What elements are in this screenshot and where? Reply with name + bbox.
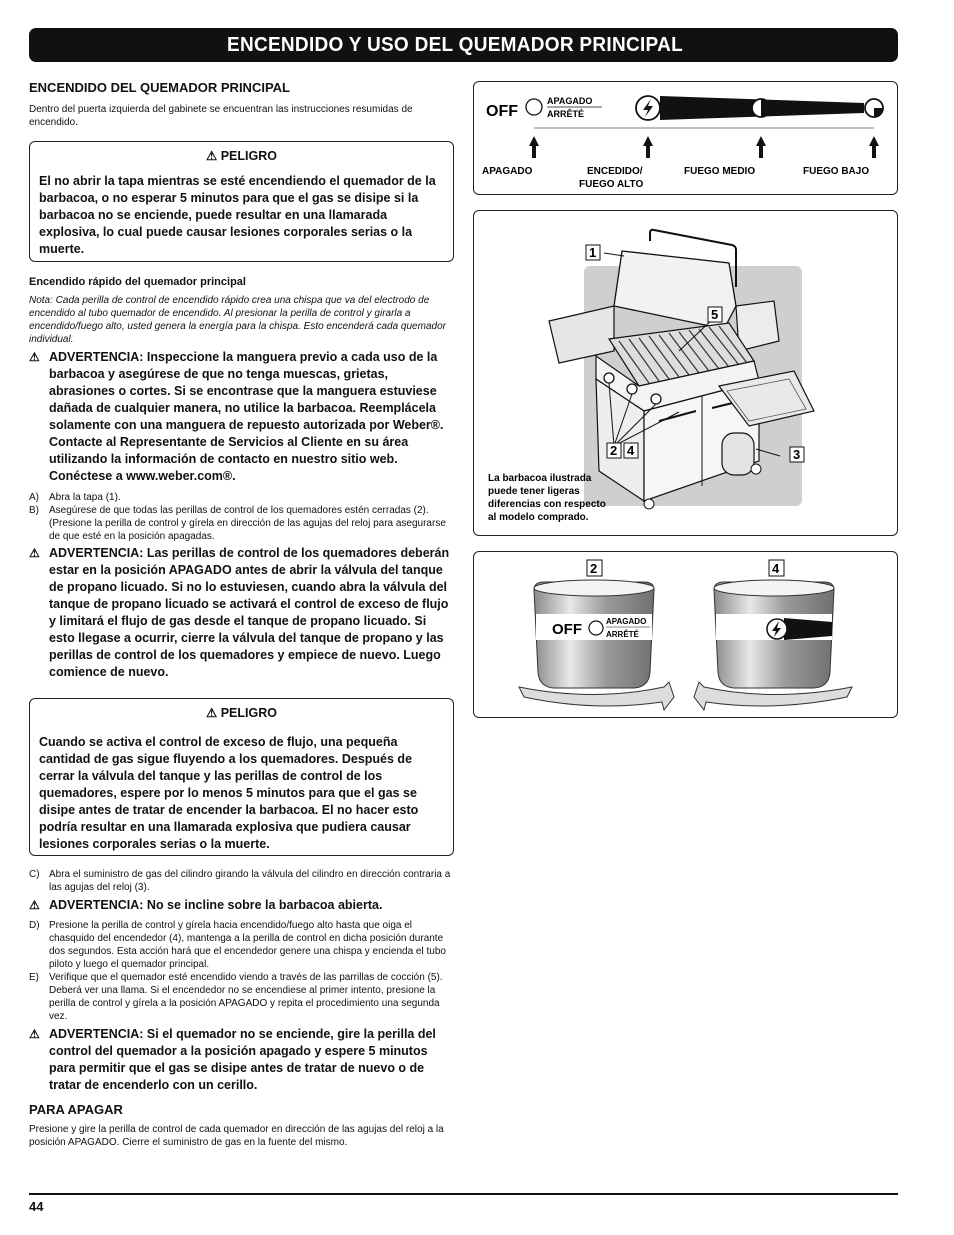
step-letter: D) bbox=[29, 920, 40, 931]
quick-note: Nota: Cada perilla de control de encendido rápido crea una chispa que va del electrodo de encendido al tubo quemador de encendido. Al presionar la perilla de control y girarla a encendido/fuego alto, usted genera la energía para la chispa. Esto encenderá cada quemador individual. bbox=[29, 295, 446, 345]
off-title: PARA APAGAR bbox=[29, 1102, 123, 1117]
off-circle-icon bbox=[526, 99, 542, 115]
warning-1-text: ADVERTENCIA: Inspeccione la manguera previo a cada uso de la barbacoa y asegúrese de que no tenga muescas, grietas, abrasiones o cortes. Si se encontrase que la manguera estuviese dañada de cualquier manera, no utilice la barbacoa. Reemplácela solamente con una manguera de repuesto autorizada por Weber®. Contacte al Representante de Servicios al Cliente en su área utilizando la información de contacto en nuestro sitio web. Conéctese a www.weber.com®. bbox=[49, 350, 444, 483]
step-letter: E) bbox=[29, 972, 39, 983]
page-number: 44 bbox=[29, 1199, 44, 1214]
knob-detail-diagram bbox=[474, 552, 896, 716]
step-letter: C) bbox=[29, 869, 40, 880]
warning-triangle-icon: ⚠ bbox=[29, 1027, 40, 1041]
caption-line: al modelo comprado. bbox=[488, 512, 589, 523]
danger-box-2 bbox=[29, 698, 454, 856]
knob-off bbox=[534, 580, 654, 688]
page-title: ENCENDIDO Y USO DEL QUEMADOR PRINCIPAL bbox=[227, 34, 683, 56]
off-label: OFF bbox=[486, 103, 518, 120]
apagado-label: APAGADO bbox=[606, 617, 647, 626]
warning-4-text: ADVERTENCIA: Si el quemador no se enciende, gire la perilla del control del quemador a la posición apagado y espere 5 minutos para permitir que el gas se disipe antes de tratar de nuevo o de tratar de encenderlo con un cerillo. bbox=[49, 1027, 436, 1092]
caption-line: diferencias con respecto bbox=[488, 499, 606, 510]
page-title-banner bbox=[29, 28, 898, 62]
intro-text: Dentro del puerta izquierda del gabinete se encuentran las instrucciones resumidas de encendido. bbox=[29, 104, 413, 128]
callout-4: 4 bbox=[627, 443, 635, 458]
warning-1 bbox=[29, 349, 454, 485]
warning-2-text: ADVERTENCIA: Las perillas de control de los quemadores deberán estar en la posición APAGADO antes de abrir la válvula del tanque de propano licuado. Si no lo estuviesen, cuando abra la válvula del tanque de propano licuado se activará el control de exceso de flujo y limitará el flujo de gas desde el tanque de propano licuado. Si esto llegase a ocurrir, cierre la válvula del tanque de propano y las perillas de control de los quemadores y empiece de nuevo. Luego comience de nuevo. bbox=[49, 546, 450, 679]
danger-body: El no abrir la tapa mientras se esté encendiendo el quemador de la barbacoa, o no esperar 5 minutos para que el gas se disipe si la barbacoa no se enciende, puede resultar en una llamarada explosiva, lo cual puede causar lesiones corporales serias o la muerte. bbox=[39, 174, 436, 256]
warning-3 bbox=[29, 897, 454, 914]
callout-3: 3 bbox=[793, 447, 801, 462]
callout-5: 5 bbox=[711, 307, 719, 322]
caption-line: La barbacoa ilustrada bbox=[488, 473, 592, 484]
quarter-fill bbox=[874, 108, 883, 117]
warning-3-text: ADVERTENCIA: No se incline sobre la barbacoa abierta. bbox=[49, 898, 383, 912]
warning-triangle-icon: ⚠ bbox=[29, 546, 40, 560]
step-text: Abra el suministro de gas del cilindro girando la válvula del cilindro en dirección contraria a las agujas del reloj (3). bbox=[49, 869, 451, 893]
danger-title-text: PELIGRO bbox=[220, 149, 277, 163]
step-text: Presione la perilla de control y gírela hacia encendido/fuego alto hasta que oiga el chasquido del encendedor (4), mantenga a la perilla de control en dicha posición durante dos segundos. Esta acción hará que el encendedor genere una chispa y encienda el tubo piloto y luego el quemador principal. bbox=[49, 920, 446, 970]
arrete-label: ARRÊTÉ bbox=[606, 630, 639, 639]
step-a bbox=[29, 491, 454, 504]
danger-title bbox=[39, 705, 444, 720]
propane-tank bbox=[722, 433, 754, 475]
wheel bbox=[644, 499, 654, 509]
step-letter: B) bbox=[29, 505, 39, 516]
warning-4 bbox=[29, 1026, 454, 1094]
knob-scale-panel bbox=[473, 81, 898, 195]
warning-2 bbox=[29, 545, 454, 681]
callout-2: 2 bbox=[590, 561, 598, 576]
step-text: Abra la tapa (1). bbox=[49, 492, 121, 503]
callout-2: 2 bbox=[610, 443, 618, 458]
warning-triangle-icon: ⚠ bbox=[29, 350, 40, 364]
left-column bbox=[29, 78, 454, 1149]
step-text: Verifique que el quemador esté encendido viendo a través de las parrillas de cocción (5). Deberá ver una llama. Si el encendedor no se encendiese al primer intento, presione la perilla de control y gírela a la posición APAGADO y repita el procedimiento una segunda vez. bbox=[49, 972, 443, 1022]
step-d bbox=[29, 919, 454, 971]
grill-panel bbox=[473, 210, 898, 536]
wheel bbox=[751, 464, 761, 474]
knob-ignite bbox=[714, 580, 834, 688]
quick-title: Encendido rápido del quemador principal bbox=[29, 276, 246, 288]
apagado-small: APAGADO bbox=[547, 96, 593, 106]
warning-triangle-icon: ⚠ bbox=[206, 706, 218, 720]
danger-box-1 bbox=[29, 141, 454, 262]
step-text: Asegúrese de que todas las perillas de control de los quemadores estén cerradas (2). (Presione la perilla de control y gírela en dirección de las agujas del reloj para asegurarse de que esté en la posición apagadas. bbox=[49, 505, 446, 542]
footer-rule bbox=[29, 1193, 898, 1195]
danger-title bbox=[39, 148, 444, 163]
callout-1: 1 bbox=[589, 245, 597, 260]
label-fuego-alto: FUEGO ALTO bbox=[579, 179, 644, 190]
step-e bbox=[29, 971, 454, 1023]
arrete-small: ARRÊTÉ bbox=[547, 109, 585, 119]
step-c bbox=[29, 868, 454, 894]
label-fuego-medio: FUEGO MEDIO bbox=[684, 166, 756, 177]
scale-arrows bbox=[529, 136, 879, 158]
off-body: Presione y gire la perilla de control de cada quemador en dirección de las agujas del reloj a la posición APAGADO. Cierre el suministro de gas en la fuente del mismo. bbox=[29, 1124, 444, 1148]
label-fuego-bajo: FUEGO BAJO bbox=[803, 166, 870, 177]
knob-scale-diagram bbox=[474, 82, 896, 193]
off-label: OFF bbox=[552, 621, 582, 638]
label-encedido: ENCEDIDO/ bbox=[587, 166, 643, 177]
step-letter: A) bbox=[29, 492, 39, 503]
step-b bbox=[29, 504, 454, 543]
warning-triangle-icon: ⚠ bbox=[206, 149, 218, 163]
section-title: ENCENDIDO DEL QUEMADOR PRINCIPAL bbox=[29, 80, 290, 95]
warning-triangle-icon: ⚠ bbox=[29, 898, 40, 912]
label-apagado: APAGADO bbox=[482, 166, 533, 177]
grill-illustration bbox=[474, 211, 896, 534]
caption-line: puede tener ligeras bbox=[488, 486, 580, 497]
callout-4: 4 bbox=[772, 561, 780, 576]
danger-body: Cuando se activa el control de exceso de flujo, una pequeña cantidad de gas sigue fluyendo a los quemadores. Después de cerrar la válvula del tanque y las perillas de control de los quemadores, espere por lo menos 5 minutos para que el gas se disipe antes de tratar de encender la barbacoa. El no hacer esto podría resultar en una llamarada explosiva que pudiera causar lesiones corporales serias o la muerte. bbox=[39, 735, 419, 851]
knob-detail-panel bbox=[473, 551, 898, 718]
danger-title-text: PELIGRO bbox=[220, 706, 277, 720]
